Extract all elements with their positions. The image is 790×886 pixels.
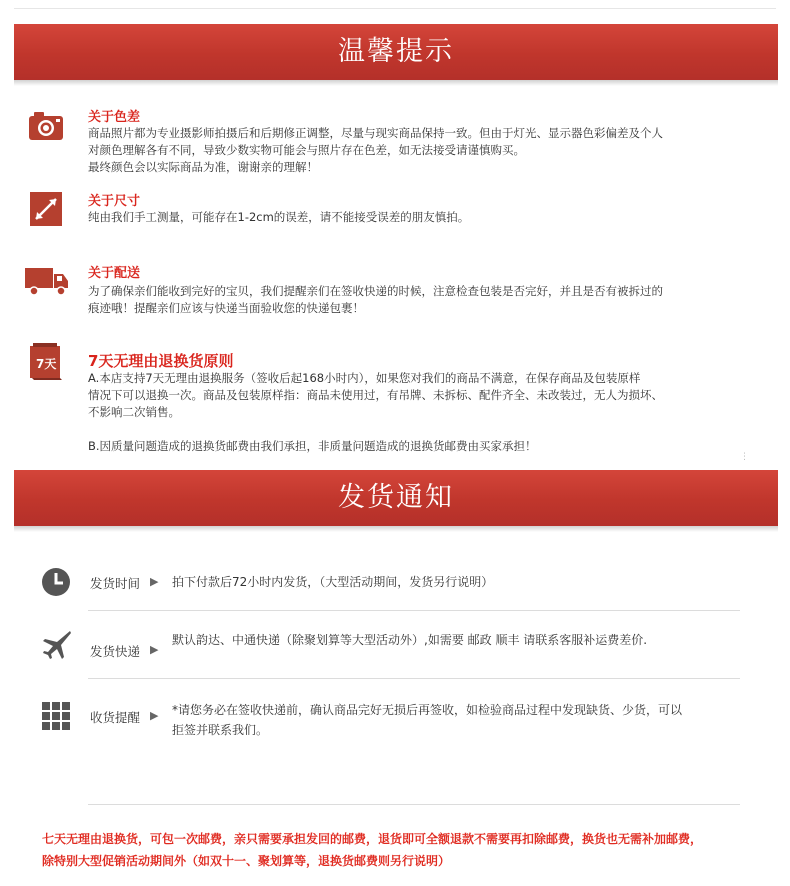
note-line	[88, 421, 663, 438]
divider	[88, 678, 740, 679]
shipping-text	[172, 572, 493, 592]
shipping-banner	[14, 470, 778, 526]
shipping-label: 发货快递	[90, 644, 141, 659]
grid-icon	[40, 700, 72, 732]
divider	[88, 804, 740, 805]
tips-banner	[14, 24, 778, 80]
divider	[88, 610, 740, 611]
shipping-line: 默认韵达、中通快递（除聚划算等大型活动外）,如需要 邮政 顺丰 请联系客服补运费差价.	[172, 633, 648, 647]
note-line: 痕迹哦！提醒亲们应该与快递当面验收您的快递包裹！	[88, 301, 364, 315]
truck-icon	[24, 264, 70, 300]
note-title: 关于色差	[88, 110, 141, 125]
note-line: 商品照片都为专业摄影师拍摄后和后期修正调整，尽量与现实商品保持一致。但由于灯光、显示器色彩偏差及个人	[88, 126, 663, 140]
note-line: 为了确保亲们能收到完好的宝贝，我们提醒亲们在签收快递的时候，注意检查包装是否完好，并且是否有被拆过的	[88, 284, 663, 298]
tips-banner-title: 温馨提示	[338, 36, 454, 67]
note-body	[88, 209, 469, 226]
shipping-line: 拍下付款后72小时内发货，（大型活动期间，发货另行说明）	[172, 575, 494, 589]
resize-arrow-icon	[28, 192, 64, 228]
note-title: 关于配送	[88, 266, 141, 281]
shipping-line: 拒签并联系我们。	[172, 723, 269, 737]
arrow-right-icon: ▶	[150, 643, 159, 656]
note-line: 纯由我们手工测量，可能存在1-2cm的误差，请不能接受误差的朋友慎拍。	[88, 210, 470, 224]
note-line: 不影响二次销售。	[88, 405, 180, 419]
note-body	[88, 283, 663, 317]
top-rule	[14, 8, 776, 9]
shipping-banner-title: 发货通知	[338, 482, 454, 513]
calendar-7-icon-label: 7天	[36, 357, 57, 371]
shipping-text	[172, 700, 682, 740]
footer-line: 七天无理由退换货，可包一次邮费，亲只需要承担发回的邮费，退货即可全额退款不需要再扣除邮费，换货也无需补加邮费，	[42, 832, 703, 846]
note-title: 7天无理由退换货原则	[88, 352, 234, 370]
shipping-label: 发货时间	[90, 576, 141, 591]
note-line: 情况下可以退换一次。商品及包装原样指：商品未使用过，有吊牌、未拆标、配件齐全、未改装过，无人为损坏、	[88, 388, 663, 402]
footer-policy	[42, 828, 702, 872]
note-line: 最终颜色会以实际商品为准，谢谢亲的理解！	[88, 160, 318, 174]
decor-dots: ⋮	[740, 452, 749, 462]
clock-icon	[40, 566, 72, 598]
note-body	[88, 125, 663, 176]
arrow-right-icon: ▶	[150, 575, 159, 588]
note-title: 关于尺寸	[88, 194, 141, 209]
shipping-line: *请您务必在签收快递前，确认商品完好无损后再签收，如检验商品过程中发现缺货、少货，可以	[172, 703, 683, 717]
shipping-label: 收货提醒	[90, 710, 141, 725]
arrow-right-icon: ▶	[150, 709, 159, 722]
note-line: A.本店支持7天无理由退换服务（签收后起168小时内），如果您对我们的商品不满意，在保存商品及包装原样	[88, 371, 641, 385]
note-line: 对颜色理解各有不同，导致少数实物可能会与照片存在色差，如无法接受请谨慎购买。	[88, 143, 525, 157]
footer-line: 除特别大型促销活动期间外（如双十一、聚划算等，退换货邮费则另行说明）	[42, 854, 451, 868]
camera-icon	[28, 108, 64, 144]
airplane-icon	[40, 628, 72, 660]
calendar-7-icon	[28, 342, 64, 380]
shipping-text	[172, 630, 647, 650]
note-body	[88, 370, 663, 455]
note-line: B.因质量问题造成的退换货邮费由我们承担，非质量问题造成的退换货邮费由买家承担！	[88, 439, 537, 453]
